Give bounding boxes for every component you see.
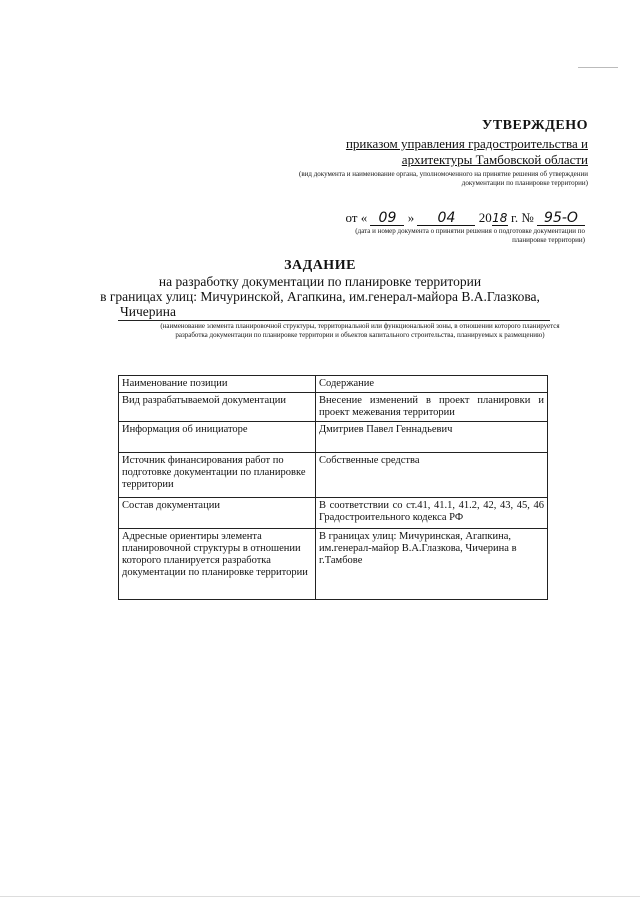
table-cell-value: Внесение изменений в проект планировки и проект межевания территории xyxy=(316,393,548,422)
table-row xyxy=(119,422,548,453)
approval-note: (вид документа и наименование органа, уполномоченного на принятие решения об утверждении документации по планировке территории) xyxy=(299,170,588,187)
table-cell-value: В соответствии со ст.41, 41.1, 41.2, 42, 43, 45, 46 Градостроительного кодекса РФ xyxy=(316,498,548,529)
approval-title: УТВЕРЖДЕНО xyxy=(482,118,588,133)
scan-artifact xyxy=(578,67,618,68)
table-header-row xyxy=(119,376,548,393)
task-title: ЗАДАНИЕ xyxy=(284,258,356,273)
task-subject-line2: в границах улиц: Мичуринской, Агапкина, им.генерал-майора В.А.Глазкова, xyxy=(100,289,540,304)
date-day: 09 xyxy=(370,211,404,226)
task-subject-line3: Чичерина xyxy=(120,304,176,319)
table-cell-value: В границах улиц: Мичуринская, Агапкина, им.генерал-майор В.А.Глазкова, Чичерина в г.Тамбове xyxy=(316,529,548,600)
order-date-row xyxy=(345,210,585,226)
approval-authority-line1: приказом управления градостроительства и xyxy=(345,136,588,151)
scan-artifact xyxy=(0,896,640,897)
table-cell-name: Информация об инициаторе xyxy=(119,422,316,453)
subject-underline xyxy=(118,320,550,321)
order-number: 95-О xyxy=(537,211,585,226)
table-cell-value: Дмитриев Павел Геннадьевич xyxy=(316,422,548,453)
task-subject xyxy=(0,274,640,319)
table-cell-name: Вид разрабатываемой документации xyxy=(119,393,316,422)
table-row xyxy=(119,453,548,498)
table-cell-name: Источник финансирования работ по подготовке документации по планировке территории xyxy=(119,453,316,498)
table-cell-name: Адресные ориентиры элемента планировочной структуры в отношении которого планируется разработка документации по планировке территории xyxy=(119,529,316,600)
date-mid: » xyxy=(407,210,415,225)
table-row xyxy=(119,498,548,529)
date-year-end: г. № xyxy=(510,210,534,225)
date-year-prefix: 20 xyxy=(478,210,492,225)
table-header-cell: Содержание xyxy=(316,376,548,393)
table-cell-value: Собственные средства xyxy=(316,453,548,498)
date-year-suffix: 18 xyxy=(492,211,508,225)
approval-authority-line2: архитектуры Тамбовской области xyxy=(401,152,588,167)
date-month: 04 xyxy=(417,211,475,226)
date-note: (дата и номер документа о принятии решения о подготовке документации по планировке территории) xyxy=(355,227,585,244)
approval-block xyxy=(288,118,588,188)
table-row xyxy=(119,393,548,422)
table-cell-name: Состав документации xyxy=(119,498,316,529)
table-row xyxy=(119,529,548,600)
task-table xyxy=(118,375,548,600)
task-note: (наименование элемента планировочной структуры, территориальной или функциональной зоны, в отношении которого планируется разработка документации по планировке территории и объектов капитального строительства, планируемых к размещению) xyxy=(160,322,560,339)
table-header-cell: Наименование позиции xyxy=(119,376,316,393)
date-prefix: от « xyxy=(345,210,368,225)
task-subject-line1: на разработку документации по планировке территории xyxy=(158,274,482,289)
